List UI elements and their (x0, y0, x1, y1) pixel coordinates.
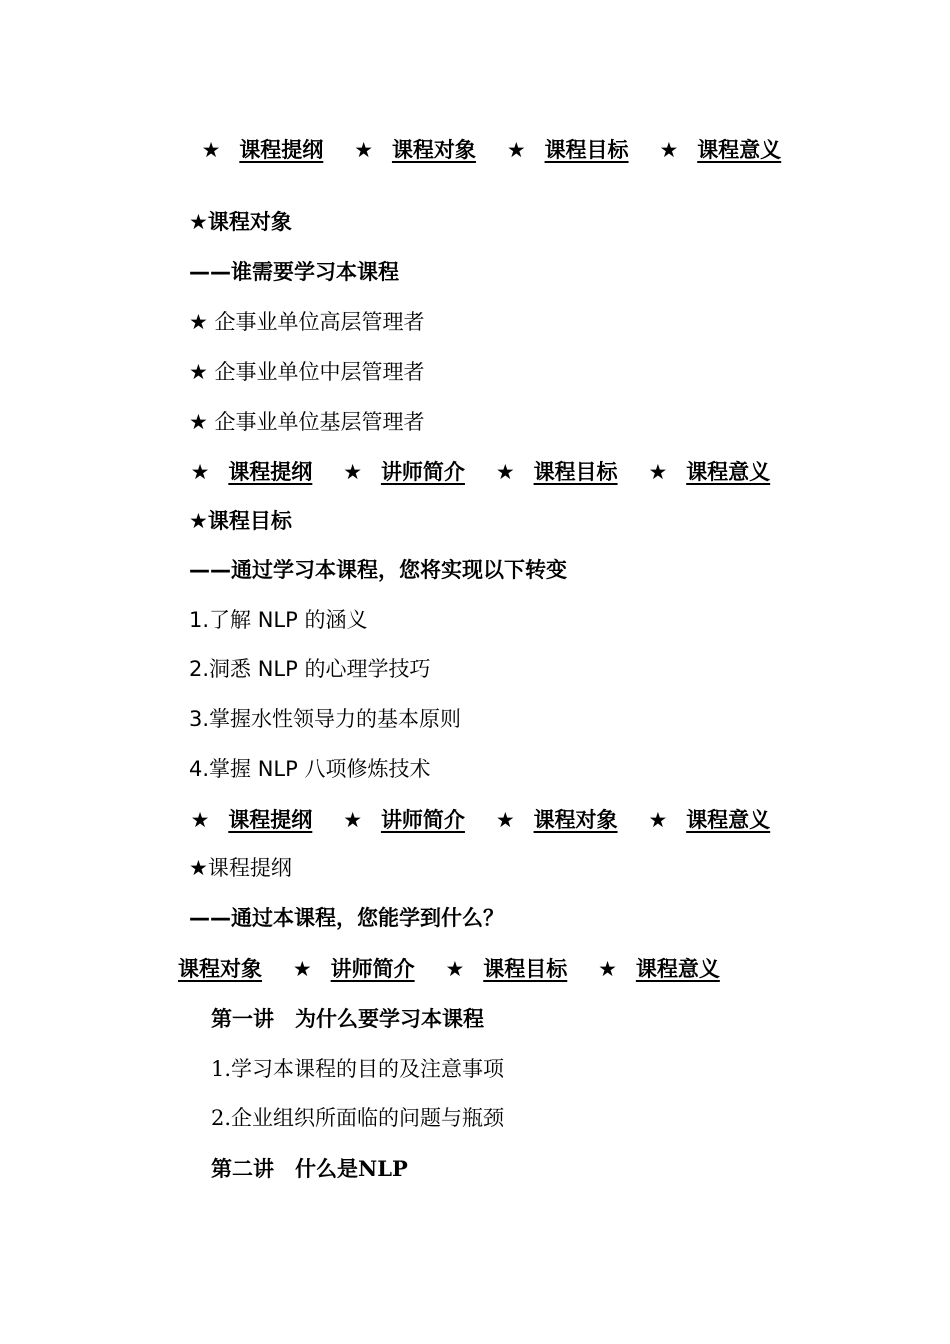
list-item: ★ 企事业单位中层管理者 (189, 360, 425, 384)
section-heading-audience: ★课程对象 (189, 210, 292, 234)
star-icon: ★ (506, 138, 526, 162)
list-item: 2.洞悉 NLP 的心理学技巧 (189, 657, 431, 681)
list-item: 1.了解 NLP 的涵义 (189, 608, 368, 632)
link-instructor[interactable]: 讲师简介 (380, 460, 465, 484)
link-course-significance[interactable]: 课程意义 (635, 957, 720, 981)
link-course-goals[interactable]: 课程目标 (544, 138, 629, 162)
star-icon: ★ (343, 460, 363, 484)
star-icon: ★ (648, 808, 668, 832)
section-heading-outline: ★课程提纲 (189, 856, 292, 880)
star-icon: ★ (495, 808, 515, 832)
link-course-audience[interactable]: 课程对象 (391, 138, 476, 162)
link-course-outline[interactable]: 课程提纲 (239, 138, 324, 162)
lecture-title: 第二讲 什么是NLP (211, 1156, 408, 1181)
nav-row-3 (189, 806, 770, 834)
link-course-significance[interactable]: 课程意义 (697, 138, 782, 162)
link-instructor[interactable]: 讲师简介 (330, 957, 415, 981)
link-course-outline[interactable]: 课程提纲 (228, 808, 313, 832)
link-instructor[interactable]: 讲师简介 (380, 808, 465, 832)
link-course-goals[interactable]: 课程目标 (483, 957, 568, 981)
section-subheading-audience: ——谁需要学习本课程 (189, 260, 399, 284)
star-icon: ★ (292, 957, 312, 981)
list-item: 4.掌握 NLP 八项修炼技术 (189, 757, 431, 781)
star-icon: ★ (495, 460, 515, 484)
lecture-title: 第一讲 为什么要学习本课程 (211, 1006, 484, 1031)
list-item: 1.学习本课程的目的及注意事项 (211, 1057, 505, 1081)
star-icon: ★ (201, 138, 221, 162)
section-heading-goals: ★课程目标 (189, 509, 292, 533)
list-item: 3.掌握水性领导力的基本原则 (189, 707, 462, 731)
star-icon: ★ (354, 138, 374, 162)
nav-row-2 (189, 458, 770, 486)
section-subheading-outline: ——通过本课程，您能学到什么？ (189, 906, 504, 930)
link-course-audience[interactable]: 课程对象 (533, 808, 618, 832)
star-icon: ★ (598, 957, 617, 981)
section-subheading-goals: ——通过学习本课程，您将实现以下转变 (189, 558, 567, 582)
star-icon: ★ (343, 808, 363, 832)
star-icon: ★ (659, 138, 679, 162)
link-course-significance[interactable]: 课程意义 (686, 460, 771, 484)
list-item: 2.企业组织所面临的问题与瓶颈 (211, 1106, 505, 1130)
list-item: ★ 企事业单位高层管理者 (189, 310, 425, 334)
star-icon: ★ (190, 808, 210, 832)
star-icon: ★ (190, 460, 210, 484)
link-course-audience[interactable]: 课程对象 (178, 957, 262, 981)
nav-row-4 (178, 955, 720, 983)
star-icon: ★ (445, 957, 465, 981)
star-icon: ★ (648, 460, 668, 484)
link-course-outline[interactable]: 课程提纲 (228, 460, 313, 484)
nav-row-1 (200, 136, 781, 164)
link-course-goals[interactable]: 课程目标 (533, 460, 618, 484)
list-item: ★ 企事业单位基层管理者 (189, 410, 425, 434)
link-course-significance[interactable]: 课程意义 (686, 808, 771, 832)
